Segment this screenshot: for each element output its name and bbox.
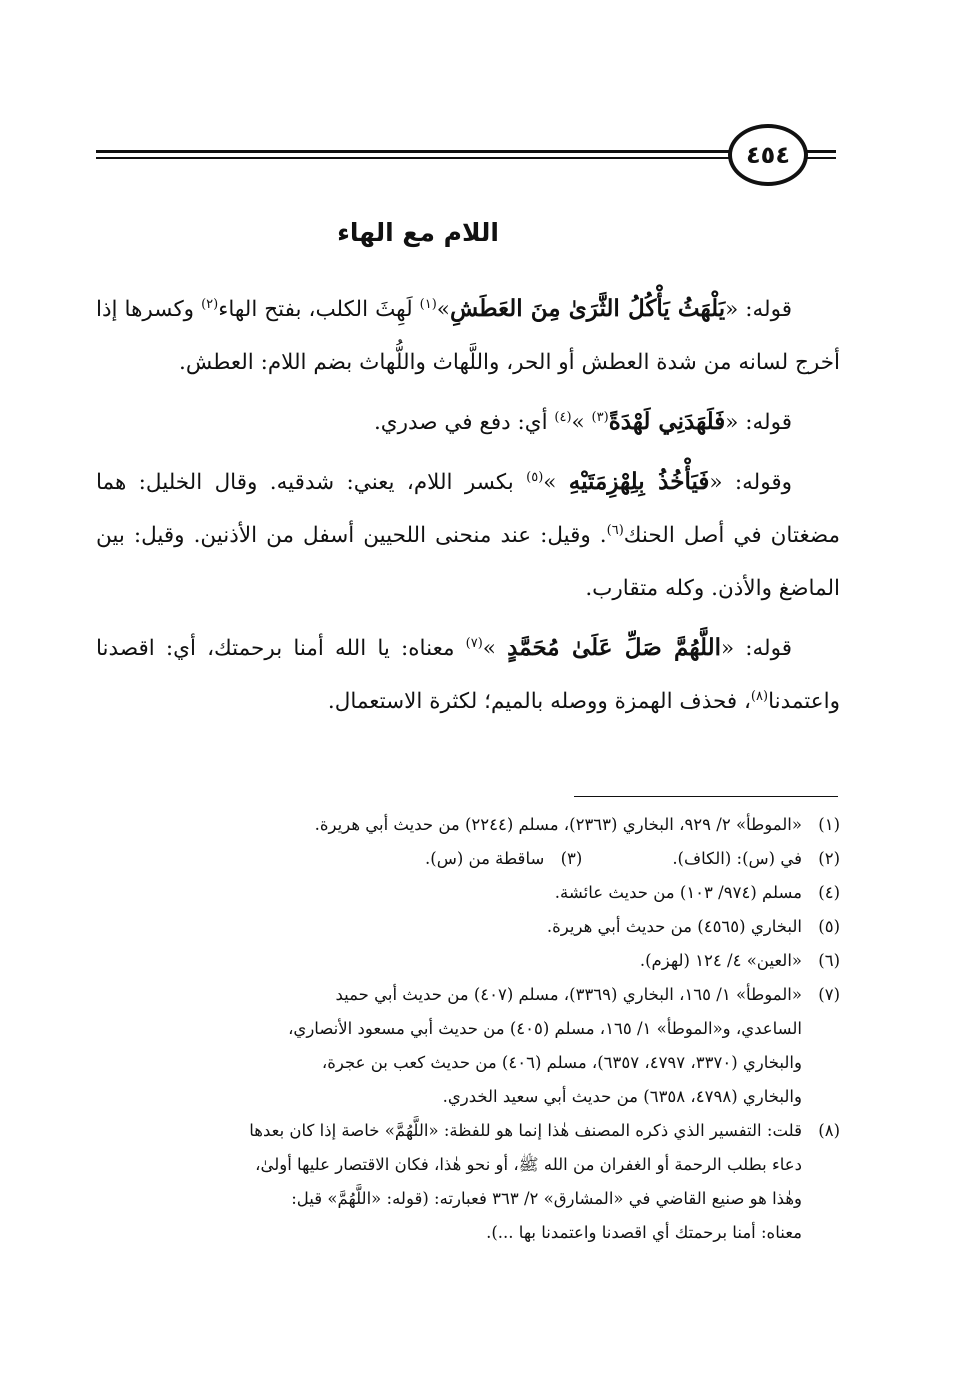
explanation-text: ، فحذف الهمزة ووصله بالميم؛ لكثرة الاستعمال. [327, 689, 751, 714]
quote-close: » [571, 410, 592, 435]
footnote-text [100, 978, 802, 1114]
main-text [96, 282, 840, 734]
footnote-text: «العين» ٤/ ١٢٤ (لهزم). [639, 951, 802, 970]
paragraph-2 [96, 395, 840, 449]
explanation-text: أي: دفع في صدري. [373, 410, 555, 435]
footnote-6 [100, 944, 840, 978]
footnote-ref[interactable]: (٤) [554, 409, 572, 425]
explanation-text: . وقيل: عند منحنى اللحيين أسفل من الأذنين. وقيل: بين الماضغ والأذن. وكله متقارب. [96, 523, 840, 601]
footnote-number: (٧) [818, 985, 840, 1004]
explanation-text: معناه: يا الله أمنا برحمتك، أي: اقصدنا واعتمدنا [96, 636, 840, 714]
footnote-8 [100, 1114, 840, 1250]
footnote-3 [425, 842, 582, 876]
footnote-line: والبخاري (٤٧٩٨، ٦٣٥٨) من حديث أبي سعيد الخدري. [442, 1087, 802, 1106]
footnote-number: (٤) [818, 883, 840, 902]
footnote-ref[interactable]: (٨) [750, 688, 769, 704]
footnote-line: وهٰذا هو صنيع القاضي في «المشارق» ٢/ ٣٦٣ فعبارته: (قوله: «اللَّهُمَّ» قيل: [291, 1189, 802, 1208]
footnote-text: البخاري (٤٥٦٥) من حديث أبي هريرة. [546, 917, 802, 936]
footnote-line: معناه: أمنا برحمتك أي اقصدنا واعتمدنا بها ...). [486, 1223, 802, 1242]
paragraph-1 [96, 282, 840, 389]
footnote-line: الساعدي، و«الموطأ» ١/ ١٦٥، مسلم (٤٠٥) من حديث أبي مسعود الأنصاري، [288, 1019, 802, 1038]
footnotes [100, 808, 840, 1250]
footnote-7 [100, 978, 840, 1114]
footnote-text: ساقطة من (س). [425, 849, 545, 868]
explanation-text: بكسر اللام، يعني: شدقيه. وقال الخليل: هما مضغتان في أصل الحنك [96, 470, 840, 548]
footnote-ref[interactable]: (٧) [465, 635, 483, 651]
footnote-number: (٦) [818, 951, 840, 970]
footnote-ref[interactable]: (٣) [591, 409, 609, 425]
hadith-quote: يَلْهَثُ يَأْكُلُ الثَّرَىٰ مِنَ العَطَشِ [449, 295, 726, 322]
quote-lead: قوله: « [725, 410, 792, 435]
footnote-line: قلت: التفسير الذي ذكره المصنف هٰذا إنما هو للفظة: «اللَّهُمَّ» خاصة إذا كان بعدها [249, 1121, 802, 1140]
header-rule [96, 150, 736, 153]
footnote-1 [100, 808, 840, 842]
quote-close: » [543, 470, 569, 495]
footnote-4 [100, 876, 840, 910]
footnote-5 [100, 910, 840, 944]
footnote-number: (٢) [818, 849, 840, 868]
footnote-line: والبخاري (٣٣٧٠، ٤٧٩٧، ٦٣٥٧)، مسلم (٤٠٦) من حديث كعب بن عجرة، [321, 1053, 802, 1072]
footnote-number: (٨) [818, 1121, 840, 1140]
footnote-pair [100, 842, 840, 876]
header-rule-right-thin [804, 157, 836, 159]
hadith-quote: فَيَأْخُذُ بِلِهْزِمَتَيْهِ [568, 468, 710, 495]
explanation-text: وكسرها إذا أخرج لسانه من شدة العطش أو الحر، واللَّهاث واللُّهاث بضم اللام: العطش. [96, 297, 840, 375]
footnote-number: (٣) [560, 849, 583, 868]
quote-lead: قوله: « [720, 636, 792, 661]
hadith-quote: فَلَهَدَنِي لَهْدَةً [608, 408, 726, 435]
footnote-separator [574, 796, 838, 797]
quote-close: » [482, 636, 508, 661]
paragraph-3 [96, 455, 840, 615]
footnote-ref[interactable]: (٥) [526, 469, 544, 485]
quote-close: » [436, 297, 450, 322]
header-rule-right [804, 150, 836, 153]
footnote-line: دعاء بطلب الرحمة أو الغفران من الله ﷺ، أو نحو هٰذا، فكان الاقتصار عليها أولىٰ، [255, 1155, 802, 1174]
footnote-text: مسلم (٩٧٤/ ١٠٣) من حديث عائشة. [554, 883, 802, 902]
quote-lead: وقوله: « [709, 470, 792, 495]
chapter-title: اللام مع الهاء [337, 218, 499, 247]
hadith-quote: اللَّهُمَّ صَلِّ عَلَىٰ مُحَمَّدٍ [507, 634, 721, 661]
footnote-text: «الموطأ» ٢/ ٩٢٩، البخاري (٢٣٦٣)، مسلم (٢٢٤٤) من حديث أبي هريرة. [314, 815, 802, 834]
footnote-text: في (س): (الكاف). [672, 849, 802, 868]
footnote-line: «الموطأ» ١/ ١٦٥، البخاري (٣٣٦٩)، مسلم (٤٠٧) من حديث أبي حميد [335, 985, 802, 1004]
quote-lead: قوله: « [725, 297, 792, 322]
page-number: ٤٥٤ [728, 124, 808, 186]
footnote-ref[interactable]: (٦) [606, 522, 624, 538]
footnote-ref[interactable]: (١) [419, 296, 437, 312]
paragraph-4 [96, 621, 840, 728]
footnote-number: (١) [818, 815, 840, 834]
header-rule-thin [96, 157, 736, 159]
footnote-ref[interactable]: (٢) [201, 296, 219, 312]
footnote-text [100, 1114, 802, 1250]
footnote-2 [672, 842, 840, 876]
explanation-text: لَهِثَ الكلب، بفتح الهاء [218, 297, 420, 322]
footnote-number: (٥) [818, 917, 840, 936]
